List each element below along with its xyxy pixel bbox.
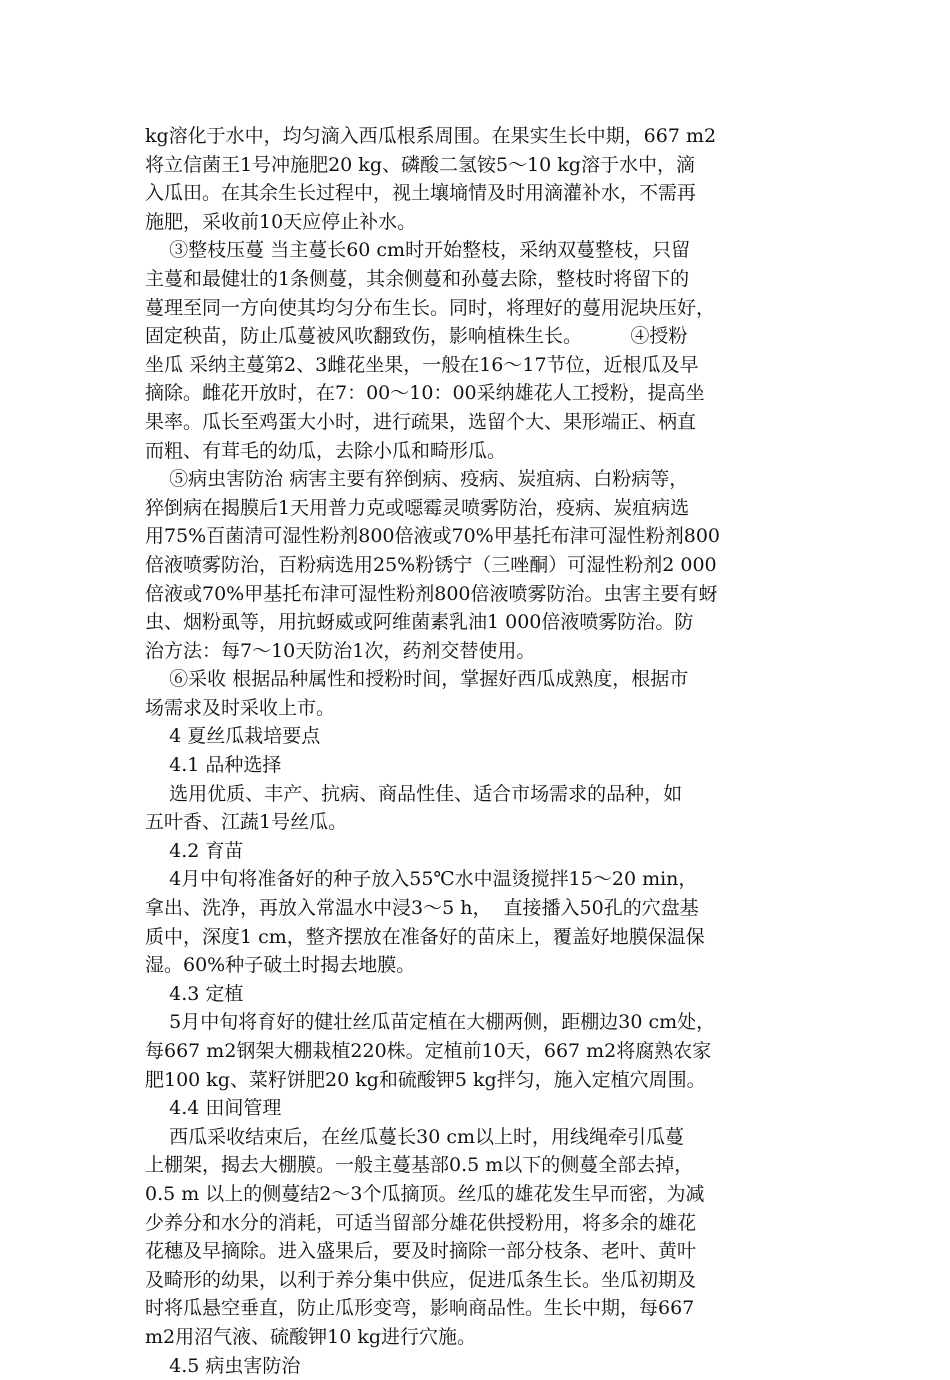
text-line: 虫、烟粉虱等，用抗蚜威或阿维菌素乳油1 000倍液喷雾防治。防 bbox=[145, 611, 694, 634]
text-line: 时将瓜悬空垂直，防止瓜形变弯，影响商品性。生长中期，每667 bbox=[145, 1297, 695, 1320]
text-line: 蔓理至同一方向使其均匀分布生长。同时，将理好的蔓用泥块压好， bbox=[145, 296, 716, 319]
text-line: 4.5 病虫害防治 bbox=[145, 1354, 301, 1377]
text-line: ⑤病虫害防治 病害主要有猝倒病、疫病、炭疽病、白粉病等， bbox=[145, 468, 689, 491]
text-line: ③整枝压蔓 当主蔓长60 cm时开始整枝，采纳双蔓整枝，只留 bbox=[145, 239, 691, 262]
text-line: 倍液或70%甲基托布津可湿性粉剂800倍液喷雾防治。虫害主要有蚜 bbox=[145, 582, 718, 605]
text-line: 4.3 定植 bbox=[145, 982, 244, 1005]
text-line: 少养分和水分的消耗，可适当留部分雄花供授粉用，将多余的雄花 bbox=[145, 1211, 697, 1234]
text-line: kg溶化于水中，均匀滴入西瓜根系周围。在果实生长中期，667 m2 bbox=[145, 125, 717, 147]
text-line: 摘除。雌花开放时，在7：00～10：00采纳雄花人工授粉，提高坐 bbox=[145, 382, 705, 405]
text-line: 坐瓜 采纳主蔓第2、3雌花坐果，一般在16～17节位，近根瓜及早 bbox=[145, 353, 699, 376]
text-line: 上棚架，揭去大棚膜。一般主蔓基部0.5 m以下的侧蔓全部去掉， bbox=[145, 1154, 694, 1177]
text-line: 0.5 m 以上的侧蔓结2～3个瓜摘顶。丝瓜的雄花发生早而密，为减 bbox=[145, 1182, 705, 1205]
text-line: 将立信菌王1号冲施肥20 kg、磷酸二氢铵5～10 kg溶于水中，滴 bbox=[145, 153, 695, 176]
text-line: 5月中旬将育好的健壮丝瓜苗定植在大棚两侧，距棚边30 cm处， bbox=[145, 1011, 716, 1034]
text-line: 倍液喷雾防治，百粉病选用25%粉锈宁（三唑酮）可湿性粉剂2 000 bbox=[145, 553, 717, 576]
text-line: 主蔓和最健壮的1条侧蔓，其余侧蔓和孙蔓去除，整枝时将留下的 bbox=[145, 267, 690, 290]
text-line: 果率。瓜长至鸡蛋大小时，进行疏果，选留个大、果形端正、柄直 bbox=[145, 410, 697, 433]
text-line: 4.4 田间管理 bbox=[145, 1097, 282, 1120]
text-line: m2用沼气液、硫酸钾10 kg进行穴施。 bbox=[145, 1325, 476, 1348]
text-line: ⑥采收 根据品种属性和授粉时间，掌握好西瓜成熟度，根据市 bbox=[145, 668, 689, 691]
text-line: 治方法：每7～10天防治1次，药剂交替使用。 bbox=[145, 639, 536, 662]
text-line: 场需求及时采收上市。 bbox=[145, 696, 336, 719]
text-line: 而粗、有茸毛的幼瓜，去除小瓜和畸形瓜。 bbox=[145, 439, 507, 462]
text-line: 4.1 品种选择 bbox=[145, 754, 282, 777]
text-line: 4.2 育苗 bbox=[145, 839, 244, 862]
text-line: 入瓜田。在其余生长过程中，视土壤墒情及时用滴灌补水，不需再 bbox=[145, 182, 697, 205]
text-line: 及畸形的幼果，以利于养分集中供应，促进瓜条生长。坐瓜初期及 bbox=[145, 1268, 697, 1291]
text-line: 质中，深度1 cm，整齐摆放在准备好的苗床上，覆盖好地膜保温保 bbox=[145, 925, 705, 948]
text-line: 花穗及早摘除。进入盛果后，要及时摘除一部分枝条、老叶、黄叶 bbox=[145, 1240, 697, 1263]
text-line: 拿出、洗净，再放入常温水中浸3～5 h， 直接播入50孔的穴盘基 bbox=[145, 897, 699, 920]
text-line: 肥100 kg、菜籽饼肥20 kg和硫酸钾5 kg拌匀，施入定植穴周围。 bbox=[145, 1068, 706, 1091]
text-line: 固定秧苗，防止瓜蔓被风吹翻致伤，影响植株生长。 ④授粉 bbox=[145, 325, 688, 348]
text-line: 4 夏丝瓜栽培要点 bbox=[145, 725, 321, 748]
text-line: 选用优质、丰产、抗病、商品性佳、适合市场需求的品种，如 bbox=[145, 782, 683, 805]
text-line: 西瓜采收结束后，在丝瓜蔓长30 cm以上时，用线绳牵引瓜蔓 bbox=[145, 1125, 685, 1148]
text-line: 猝倒病在揭膜后1天用普力克或噁霉灵喷雾防治，疫病、炭疽病选 bbox=[145, 496, 690, 519]
text-line: 用75%百菌清可湿性粉剂800倍液或70%甲基托布津可湿性粉剂800 bbox=[145, 525, 720, 548]
text-line: 五叶香、江蔬1号丝瓜。 bbox=[145, 811, 348, 834]
text-line: 4月中旬将准备好的种子放入55℃水中温烫搅拌15～20 min， bbox=[145, 868, 698, 891]
text-line: 每667 m2钢架大棚栽植220株。定植前10天，667 m2将腐熟农家 bbox=[145, 1040, 712, 1062]
text-line: 施肥，采收前10天应停止补水。 bbox=[145, 210, 417, 233]
document-body bbox=[145, 122, 815, 1380]
text-line: 湿。60%种子破土时揭去地膜。 bbox=[145, 954, 416, 977]
